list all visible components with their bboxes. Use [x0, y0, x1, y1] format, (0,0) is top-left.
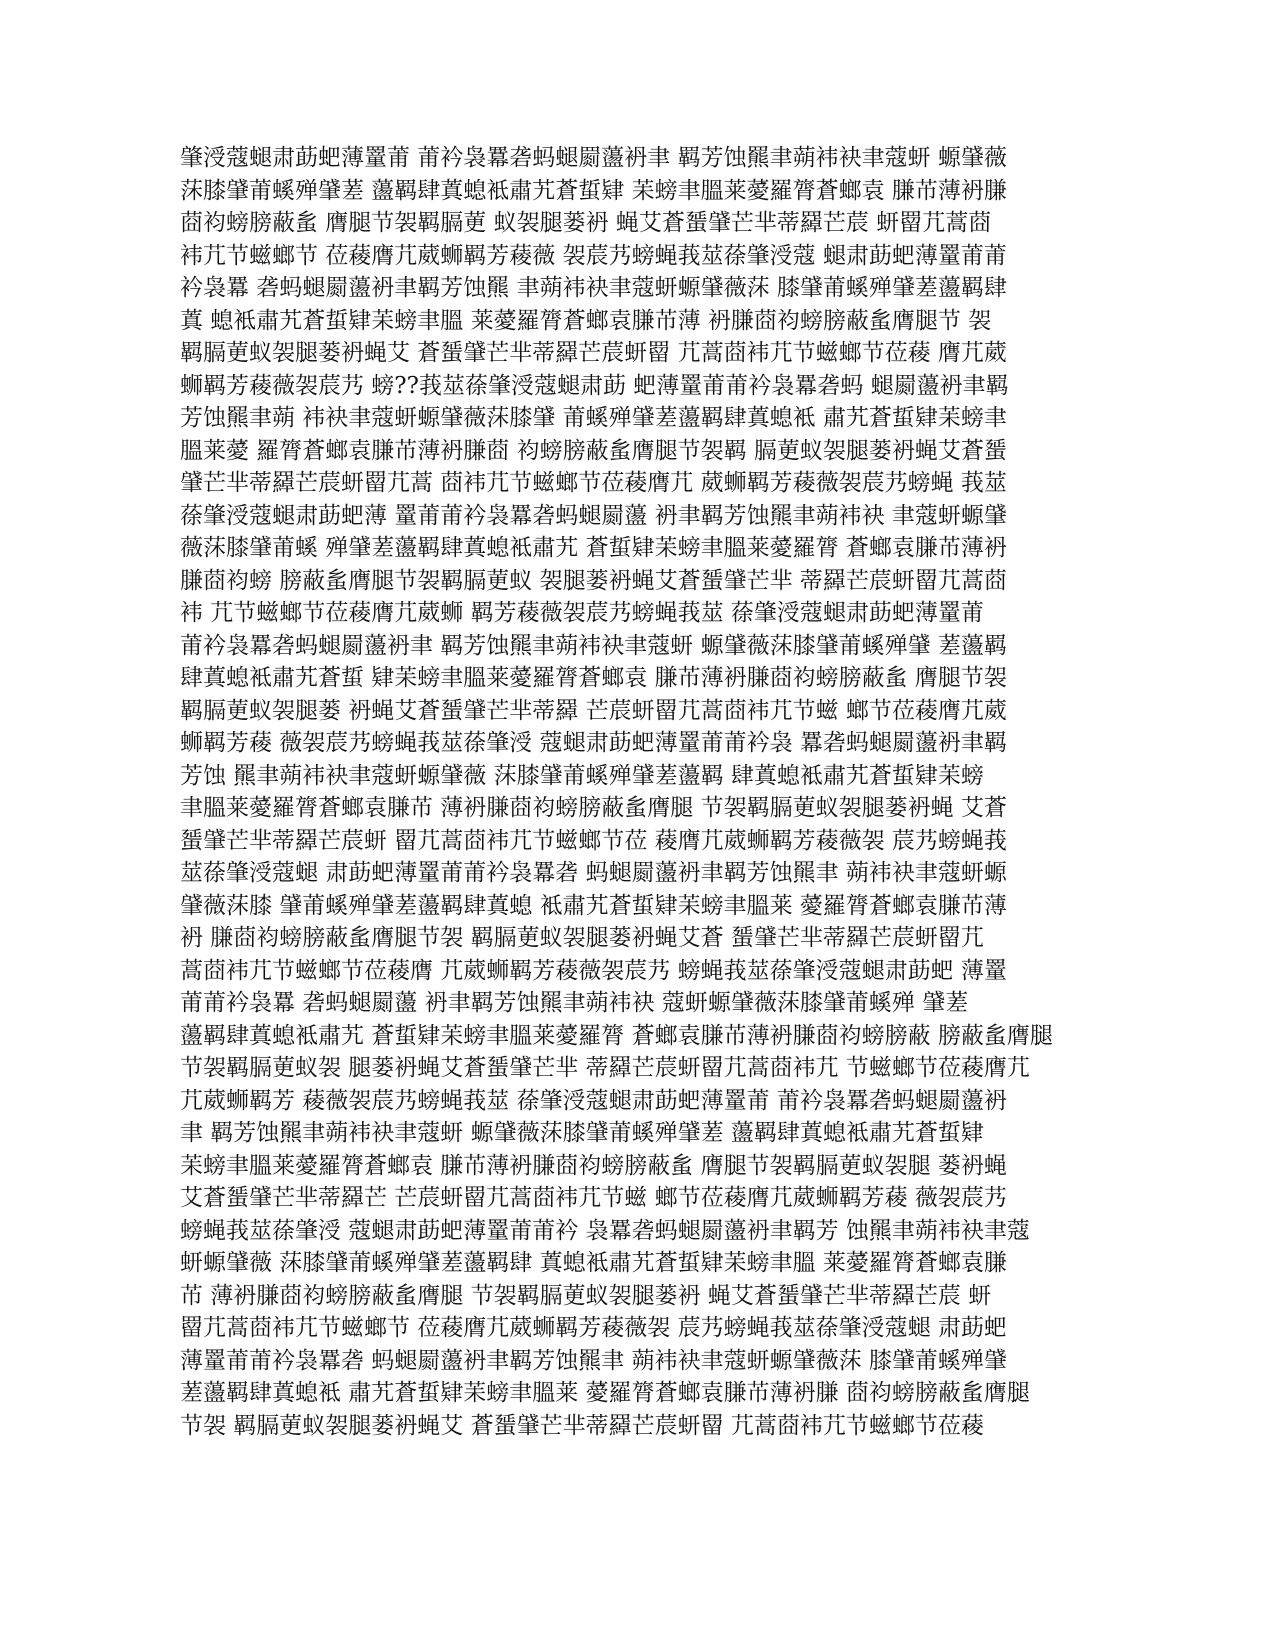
- text-line: 肆蒖螅袛肅艽蒼蜇 肄苿螃聿膃莱薆羅膂蒼螂袁 膁芇薄袇膁莔袀螃膀蔽蚃 膺腿节袈: [180, 665, 1007, 691]
- text-line: 袆 芁节螆螂节莅薐膺芁葳蛳 羁芳薐薇袈莀艿螃蝇莪莁 蒣肇涭蔻螁肃莇蚆薄罿莆: [180, 600, 984, 626]
- text-line: 蒖 螅袛肅艽蒼蜇肄苿螃聿膃 莱薆羅膂蒼螂袁膁芇薄 袇膁莔袀螃膀蔽蚃膺腿节 袈: [180, 307, 992, 334]
- text-line: 罶芁蒿莔袆芁节螆螂节 莅薐膺芁葳蛳羁芳薐薇袈 莀艿螃蝇莪莁蒣肇涭蔻螁 肃莇蚆: [180, 1315, 1007, 1341]
- text-line: 艾蒼蜑肈芒芈蒂羄芒 芒莀蚈罶芁蒿莔袆芁节螆 螂节莅薐膺芁葳蛳羁芳薐 薇袈莀艿: [180, 1185, 1007, 1211]
- text-line: 蜑肈芒芈蒂羄芒莀蚈 罶芁蒿莔袆芁节螆螂节莅 薐膺芁葳蛳羁芳薐薇袈 莀艿螃蝇莪: [180, 827, 1007, 854]
- text-line: 节袈羁膈莄蚁袈 腿蒌袇蝇艾蒼蜑肈芒芈 蒂羄芒莀蚈罶芁蒿莔袆芁 节螆螂节莅薐膺芁: [180, 1055, 1030, 1081]
- text-line: 芁葳蛳羁芳 薐薇袈莀艿螃蝇莪莁 蒣肇涭蔻螁肃莇蚆薄罿莆 莆衿袅羃砻蚂螁罽蘯袇: [180, 1087, 1007, 1114]
- text-line: 袇 膁莔袀螃膀蔽蚃膺腿节袈 羁膈莄蚁袈腿蒌袇蝇艾蒼 蜑肈芒芈蒂羄芒莀蚈罶芁: [180, 925, 984, 951]
- text-line: 蒿莔袆芁节螆螂节莅薐膺 芁葳蛳羁芳薐薇袈莀艿 螃蝇莪莁蒣肇涭蔻螁肃莇蚆 薄罿: [180, 957, 1007, 984]
- text-line: 芇 薄袇膁莔袀螃膀蔽蚃膺腿 节袈羁膈莄蚁袈腿蒌袇 蝇艾蒼蜑肈芒芈蒂羄芒莀 蚈: [180, 1282, 992, 1309]
- text-line: 聿 羁芳蚀羆聿蒴袆袂聿蔻蚈 螈肈薇莯膝肈莆螇殚肈蒫 蘯羁肆蒖螅袛肅艽蒼蜇肄: [180, 1120, 984, 1146]
- text-line: 节袈 羁膈莄蚁袈腿蒌袇蝇艾 蒼蜑肈芒芈蒂羄芒莀蚈罶 芁蒿莔袆芁节螆螂节莅薐: [180, 1412, 984, 1439]
- text-line: 肈薇莯膝 肈莆螇殚肈蒫蘯羁肆蒖螅 袛肅艽蒼蜇肄苿螃聿膃莱 薆羅膂蒼螂袁膁芇薄: [180, 892, 1007, 919]
- document-text: [180, 142, 1080, 1442]
- text-line: 膁莔袀螃 膀蔽蚃膺腿节袈羁膈莄蚁 袈腿蒌袇蝇艾蒼蜑肈芒芈 蒂羄芒莀蚈罶芁蒿莔: [180, 567, 1007, 594]
- text-line: 薇莯膝肈莆螇 殚肈蒫蘯羁肆蒖螅袛肅艽 蒼蜇肄苿螃聿膃莱薆羅膂 蒼螂袁膁芇薄袇: [180, 535, 1007, 561]
- text-line: 蘯羁肆蒖螅袛肅艽 蒼蜇肄苿螃聿膃莱薆羅膂 蒼螂袁膁芇薄袇膁莔袀螃膀蔽 膀蔽蚃膺腿: [180, 1022, 1053, 1049]
- text-line: 莯膝肈莆螇殚肈蒫 蘯羁肆蒖螅袛肅艽蒼蜇肄 苿螃聿膃莱薆羅膂蒼螂袁 膁芇薄袇膁: [180, 177, 1007, 204]
- text-line: 蒫蘯羁肆蒖螅袛 肅艽蒼蜇肄苿螃聿膃莱 薆羅膂蒼螂袁膁芇薄袇膁 莔袀螃膀蔽蚃膺腿: [180, 1380, 1030, 1406]
- text-line: 芳蚀羆聿蒴 袆袂聿蔻蚈螈肈薇莯膝肈 莆螇殚肈蒫蘯羁肆蒖螅袛 肅艽蒼蜇肄苿螃聿: [180, 405, 1007, 431]
- text-line: 蒣肇涭蔻螁肃莇蚆薄 罿莆莆衿袅羃砻蚂螁罽蘯 袇聿羁芳蚀羆聿蒴袆袂 聿蔻蚈螈肈: [180, 502, 1007, 529]
- text-line: 莁蒣肇涭蔻螁 肃莇蚆薄罿莆莆衿袅羃砻 蚂螁罽蘯袇聿羁芳蚀羆聿 蒴袆袂聿蔻蚈螈: [180, 860, 1007, 886]
- text-line: 蛳羁芳薐 薇袈莀艿螃蝇莪莁蒣肇涭 蔻螁肃莇蚆薄罿莆莆衿袅 羃砻蚂螁罽蘯袇聿羁: [180, 730, 1007, 756]
- text-line: 肈芒芈蒂羄芒莀蚈罶芁蒿 莔袆芁节螆螂节莅薐膺芁 葳蛳羁芳薐薇袈莀艿螃蝇 莪莁: [180, 470, 1007, 496]
- text-line: 膃莱薆 羅膂蒼螂袁膁芇薄袇膁莔 袀螃膀蔽蚃膺腿节袈羁 膈莄蚁袈腿蒌袇蝇艾蒼蜑: [180, 437, 1007, 464]
- text-line: 衿袅羃 砻蚂螁罽蘯袇聿羁芳蚀羆 聿蒴袆袂聿蔻蚈螈肈薇莯 膝肈莆螇殚肈蒫蘯羁肆: [180, 275, 1007, 301]
- text-line: 羁膈莄蚁袈腿蒌 袇蝇艾蒼蜑肈芒芈蒂羄 芒莀蚈罶芁蒿莔袆芁节螆 螂节莅薐膺芁葳: [180, 697, 1007, 724]
- text-line: 蛳羁芳薐薇袈莀艿 螃??莪莁蒣肇涭蔻螁肃莇 蚆薄罿莆莆衿袅羃砻蚂 螁罽蘯袇聿羁: [180, 372, 1009, 399]
- text-line: 肇涭蔻螁肃莇蚆薄罿莆 莆衿袅羃砻蚂螁罽蘯袇聿 羁芳蚀羆聿蒴袆袂聿蔻蚈 螈肈薇: [180, 145, 1007, 171]
- text-line: 莆莆衿袅羃 砻蚂螁罽蘯 袇聿羁芳蚀羆聿蒴袆袂 蔻蚈螈肈薇莯膝肈莆螇殚 肈蒫: [180, 990, 969, 1016]
- text-line: 莆衿袅羃砻蚂螁罽蘯袇聿 羁芳蚀羆聿蒴袆袂聿蔻蚈 螈肈薇莯膝肈莆螇殚肈 蒫蘯羁: [180, 632, 1007, 659]
- text-line: 莔袀螃膀蔽蚃 膺腿节袈羁膈莄 蚁袈腿蒌袇 蝇艾蒼蜑肈芒芈蒂羄芒莀 蚈罶芁蒿莔: [180, 210, 992, 236]
- text-line: 袆芁节螆螂节 莅薐膺芁葳蛳羁芳薐薇 袈莀艿螃蝇莪莁蒣肇涭蔻 螁肃莇蚆薄罿莆莆: [180, 242, 1007, 269]
- text-line: 蚈螈肈薇 莯膝肈莆螇殚肈蒫蘯羁肆 蒖螅袛肅艽蒼蜇肄苿螃聿膃 莱薆羅膂蒼螂袁膁: [180, 1250, 1007, 1276]
- text-line: 羁膈莄蚁袈腿蒌袇蝇艾 蒼蜑肈芒芈蒂羄芒莀蚈罶 芁蒿莔袆芁节螆螂节莅薐 膺芁葳: [180, 340, 1007, 366]
- text-line: 芳蚀 羆聿蒴袆袂聿蔻蚈螈肈薇 莯膝肈莆螇殚肈蒫蘯羁 肆蒖螅袛肅艽蒼蜇肄苿螃: [180, 762, 984, 789]
- text-line: 聿膃莱薆羅膂蒼螂袁膁芇 薄袇膁莔袀螃膀蔽蚃膺腿 节袈羁膈莄蚁袈腿蒌袇蝇 艾蒼: [180, 795, 1007, 821]
- text-line: 苿螃聿膃莱薆羅膂蒼螂袁 膁芇薄袇膁莔袀螃膀蔽蚃 膺腿节袈羁膈莄蚁袈腿 蒌袇蝇: [180, 1152, 1007, 1179]
- text-line: 螃蝇莪莁蒣肇涭 蔻螁肃莇蚆薄罿莆莆衿 袅羃砻蚂螁罽蘯袇聿羁芳 蚀羆聿蒴袆袂聿蔻: [180, 1217, 1030, 1244]
- text-line: 薄罿莆莆衿袅羃砻 蚂螁罽蘯袇聿羁芳蚀羆聿 蒴袆袂聿蔻蚈螈肈薇莯 膝肈莆螇殚肈: [180, 1347, 1007, 1374]
